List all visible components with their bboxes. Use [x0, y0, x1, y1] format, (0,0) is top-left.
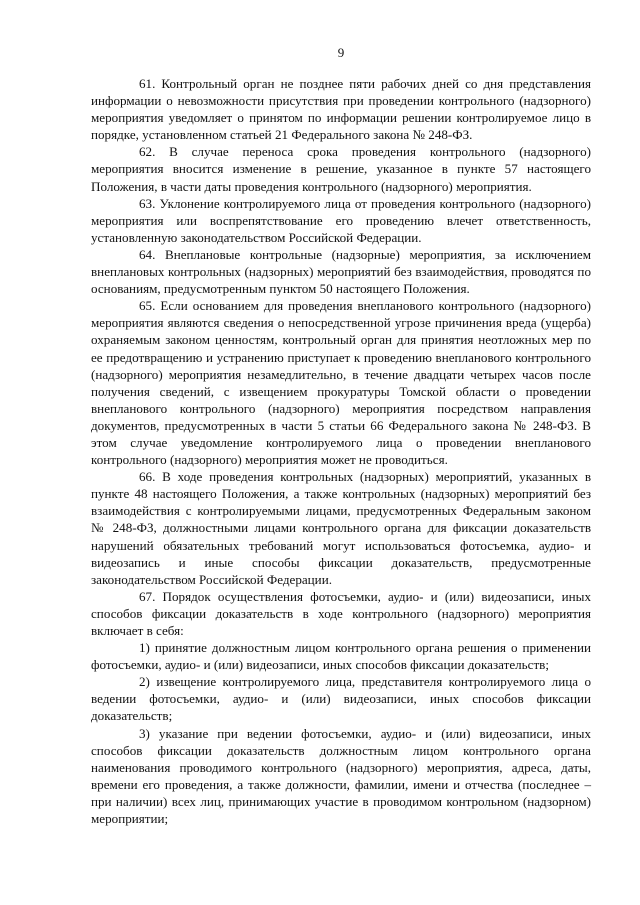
paragraph-63: 63. Уклонение контролируемого лица от проведения контрольного (надзорного) мероприятия или воспрепятствование его проведению влечет ответственность, установленную законодательством Российской Федерации. [91, 195, 591, 245]
list-item-1: 1) принятие должностным лицом контрольного органа решения о применении фотосъемки, аудио- и (или) видеозаписи, иных способов фиксации доказательств; [91, 640, 591, 673]
page-number: 9 [337, 45, 345, 60]
paragraph-66: 66. В ходе проведения контрольных (надзорных) мероприятий, указанных в пункте 48 настоящего Положения, а также контрольных (надзорных) мероприятий без взаимодействия с контролируемыми лицами, предусмотренных Федеральным законом № 248-ФЗ, должностными лицами контрольного органа для фиксации доказательств нарушений обязательных требований могут использоваться фотосъемка, аудио- и видеозапись и иные способы фиксации доказательств, предусмотренные законодательством Российской Федерации. [91, 469, 591, 587]
paragraph-61: 61. Контрольный орган не позднее пяти рабочих дней со дня представления информации о невозможности присутствия при проведении контрольного (надзорного) мероприятия уведомляет о принятом по информации решении контролируемое лицо в порядке, установленном статьей 21 Федерального закона № 248-ФЗ. [91, 76, 591, 143]
list-item-3: 3) указание при ведении фотосъемки, аудио- и (или) видеозаписи, иных способов фиксации доказательств должностным лицом контрольного органа наименования проводимого контрольного (надзорного) мероприятия, адреса, даты, времени его проведения, а также должности, фамилии, имени и отчества (последнее – при наличии) всех лиц, принимающих участие в проводимом контрольном (надзорном) мероприятии; [91, 725, 591, 827]
paragraph-62: 62. В случае переноса срока проведения контрольного (надзорного) мероприятия вносится изменение в решение, указанное в пункте 57 настоящего Положения, в части даты проведения контрольного (надзорного) мероприятия. [91, 144, 591, 194]
paragraph-65: 65. Если основанием для проведения внепланового контрольного (надзорного) мероприятия являются сведения о непосредственной угрозе причинения вреда (ущерба) охраняемым законом ценностям, контрольный орган для принятия неотложных мер по ее предотвращению и устранению приступает к проведению внепланового контрольного (надзорного) мероприятия незамедлительно, в течение двадцати четырех часов после получения сведений, с извещением прокуратуры Томской области о проведении внепланового контрольного (надзорного) мероприятия посредством направления документов, предусмотренных в части 5 статьи 66 Федерального закона № 248-ФЗ. В этом случае уведомление контролируемого лица о проведении внепланового контрольного (надзорного) мероприятия может не проводиться. [91, 298, 591, 468]
list-item-2: 2) извещение контролируемого лица, представителя контролируемого лица о ведении фотосъемки, аудио- и (или) видеозаписи, иных способов фиксации доказательств; [91, 674, 591, 724]
paragraph-64: 64. Внеплановые контрольные (надзорные) мероприятия, за исключением внеплановых контрольных (надзорных) мероприятий без взаимодействия, проводятся по основаниям, предусмотренным пунктом 50 настоящего Положения. [91, 246, 591, 297]
paragraph-67: 67. Порядок осуществления фотосъемки, аудио- и (или) видеозаписи, иных способов фиксации доказательств в ходе контрольного (надзорного) мероприятия включает в себя: [91, 588, 591, 638]
